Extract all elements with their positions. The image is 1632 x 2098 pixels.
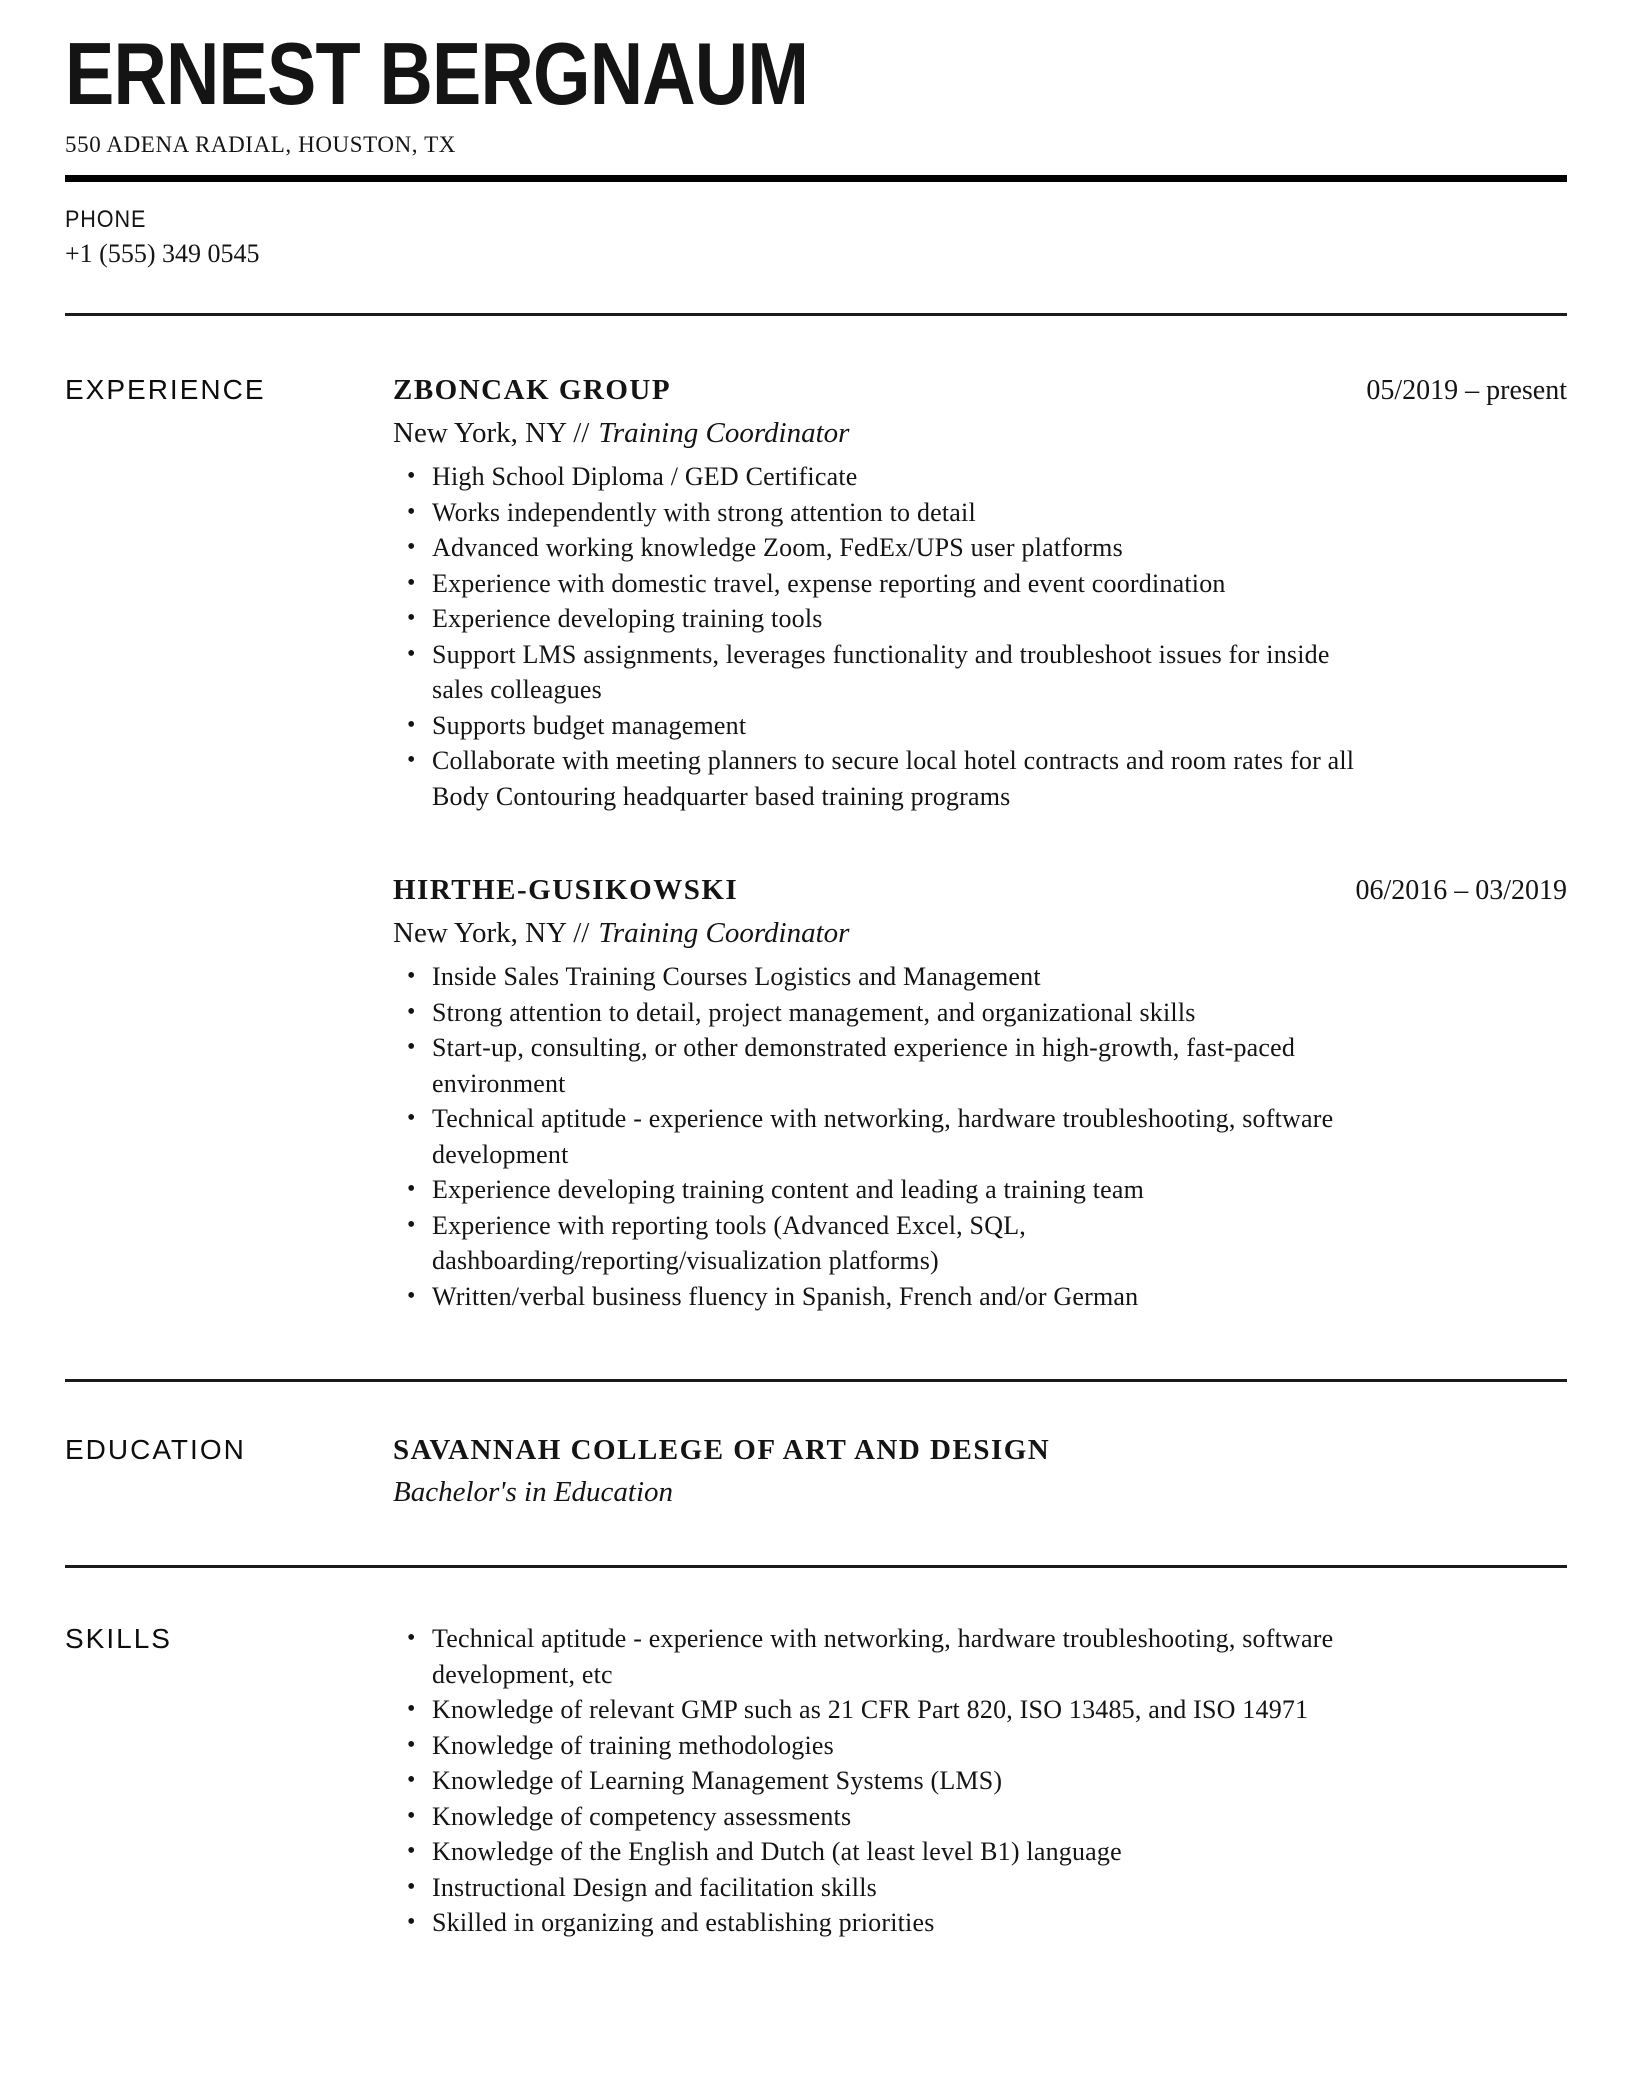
- job-bullet: • Experience developing training tools: [393, 601, 1382, 637]
- skill-bullet: • Instructional Design and facilitation skills: [393, 1870, 1382, 1906]
- job-header: [393, 872, 1567, 909]
- school-name: SAVANNAH COLLEGE OF ART AND DESIGN: [393, 1434, 1051, 1466]
- job-bullet-list: [393, 459, 1382, 814]
- job-role: Training Coordinator: [598, 417, 850, 449]
- skills-content: [393, 1621, 1567, 1941]
- skill-bullet: • Knowledge of training methodologies: [393, 1728, 1382, 1764]
- skill-bullet: • Knowledge of Learning Management Systems (LMS): [393, 1763, 1382, 1799]
- experience-section-label: EXPERIENCE: [65, 374, 266, 405]
- job-bullet: • Experience developing training content and leading a training team: [393, 1172, 1382, 1208]
- job-bullet: • High School Diploma / GED Certificate: [393, 459, 1382, 495]
- job-subtitle: [393, 915, 1567, 951]
- education-content: [393, 1432, 1567, 1510]
- job-header: [393, 372, 1567, 409]
- job-location: New York, NY //: [393, 917, 590, 949]
- company-name: HIRTHE-GUSIKOWSKI: [393, 874, 739, 906]
- job-bullet: • Experience with reporting tools (Advanced Excel, SQL, dashboarding/reporting/visualization platforms): [393, 1208, 1382, 1279]
- divider: [65, 1565, 1567, 1568]
- phone-number: +1 (555) 349 0545: [65, 239, 260, 268]
- job-bullet: • Advanced working knowledge Zoom, FedEx/UPS user platforms: [393, 530, 1382, 566]
- phone-label: [65, 206, 1567, 234]
- candidate-name: [65, 24, 1567, 123]
- candidate-name-text: ERNEST BERGNAUM: [65, 24, 809, 123]
- header-rule: [65, 175, 1567, 182]
- experience-section: [65, 372, 1567, 1314]
- skill-bullet: • Technical aptitude - experience with networking, hardware troubleshooting, software development, etc: [393, 1621, 1382, 1692]
- experience-content: [393, 372, 1567, 1314]
- candidate-address: 550 ADENA RADIAL, HOUSTON, TX: [65, 132, 456, 157]
- skill-bullet: • Knowledge of relevant GMP such as 21 CFR Part 820, ISO 13485, and ISO 14971: [393, 1692, 1382, 1728]
- education-section-label: EDUCATION: [65, 1434, 246, 1465]
- skills-bullet-list: [393, 1621, 1382, 1941]
- skill-bullet: • Knowledge of competency assessments: [393, 1799, 1382, 1835]
- job-bullet: • Inside Sales Training Courses Logistics and Management: [393, 959, 1382, 995]
- job-bullet: • Strong attention to detail, project management, and organizational skills: [393, 995, 1382, 1031]
- job-bullet: • Support LMS assignments, leverages functionality and troubleshoot issues for inside sales colleagues: [393, 637, 1382, 708]
- job-bullet: • Written/verbal business fluency in Spanish, French and/or German: [393, 1279, 1382, 1315]
- job-bullet: • Supports budget management: [393, 708, 1382, 744]
- skills-section: [65, 1621, 1567, 1941]
- skills-section-label: SKILLS: [65, 1623, 172, 1654]
- job-bullet: • Start-up, consulting, or other demonstrated experience in high-growth, fast-paced environment: [393, 1030, 1382, 1101]
- company-name: ZBONCAK GROUP: [393, 374, 672, 406]
- job-bullet-list: [393, 959, 1382, 1314]
- job-subtitle: [393, 415, 1567, 451]
- resume-header: [65, 24, 1567, 316]
- job-dates: 06/2016 – 03/2019: [1355, 875, 1567, 906]
- job-entry: [393, 872, 1567, 1314]
- education-section: [65, 1432, 1567, 1510]
- job-bullet: • Collaborate with meeting planners to secure local hotel contracts and room rates for all Body Contouring headquarter based training programs: [393, 743, 1382, 814]
- job-location: New York, NY //: [393, 417, 590, 449]
- divider: [65, 313, 1567, 316]
- phone-label-text: PHONE: [65, 206, 147, 233]
- job-dates: 05/2019 – present: [1366, 375, 1567, 406]
- skill-bullet: • Skilled in organizing and establishing priorities: [393, 1905, 1382, 1941]
- divider: [65, 1379, 1567, 1382]
- job-bullet: • Technical aptitude - experience with networking, hardware troubleshooting, software development: [393, 1101, 1382, 1172]
- job-bullet: • Experience with domestic travel, expense reporting and event coordination: [393, 566, 1382, 602]
- contact-block: [65, 206, 1567, 269]
- skill-bullet: • Knowledge of the English and Dutch (at least level B1) language: [393, 1834, 1382, 1870]
- degree-name: Bachelor's in Education: [393, 1476, 674, 1508]
- job-entry: [393, 372, 1567, 814]
- job-role: Training Coordinator: [598, 917, 850, 949]
- job-bullet: • Works independently with strong attention to detail: [393, 495, 1382, 531]
